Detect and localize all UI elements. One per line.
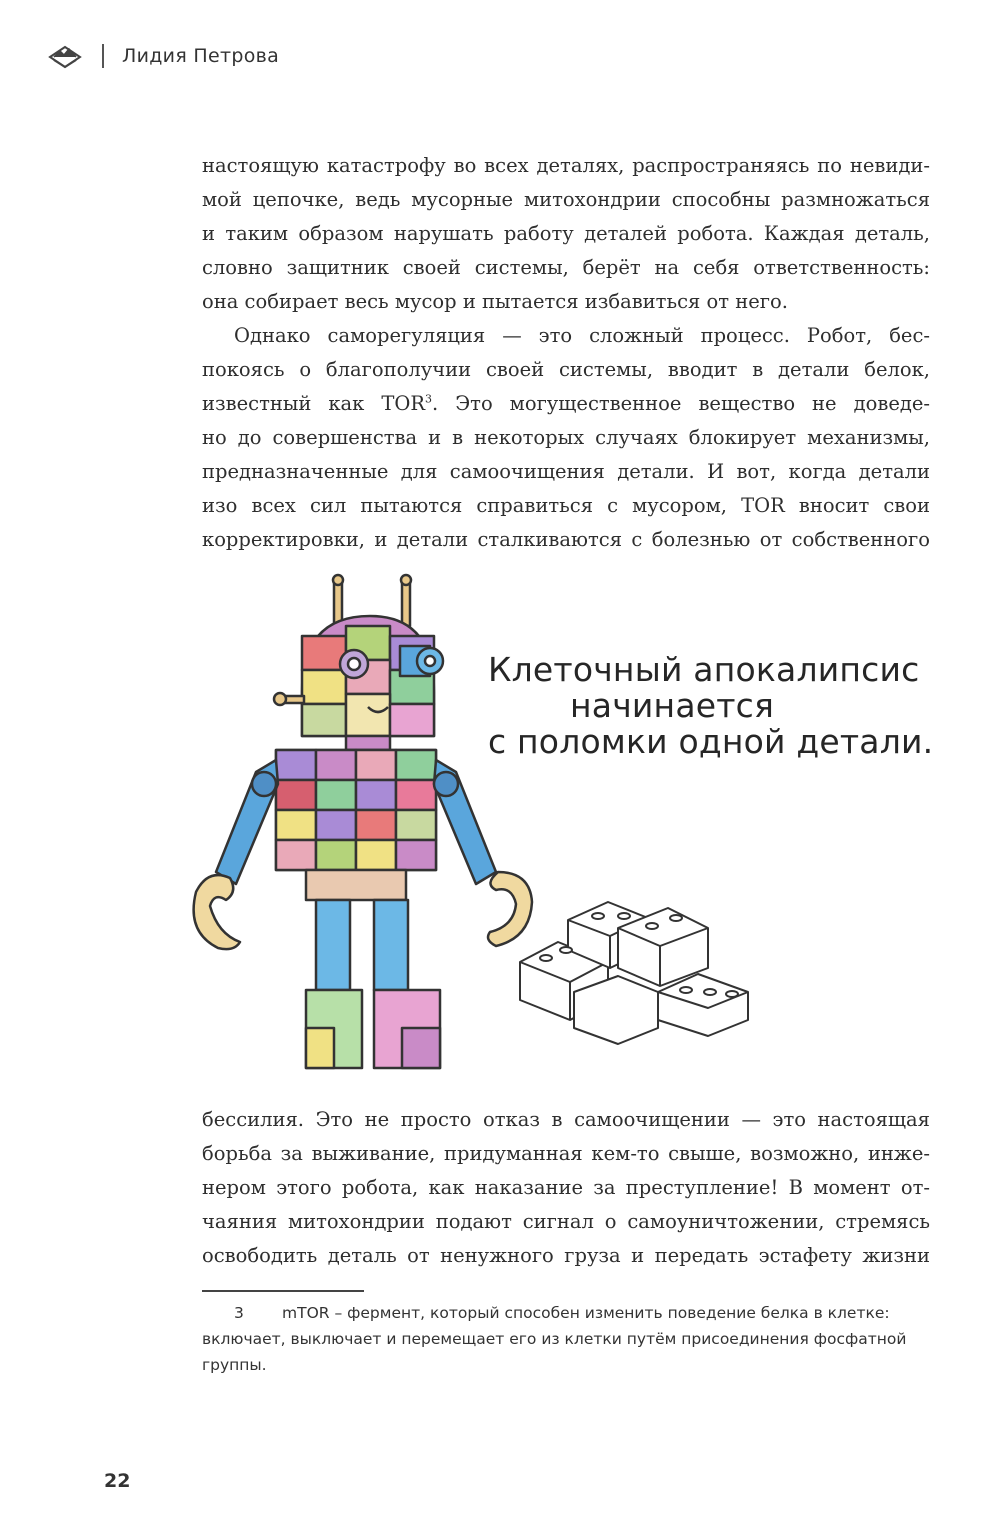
pull-quote bbox=[488, 652, 958, 760]
body-text-bottom bbox=[202, 1103, 930, 1273]
text-line: предназначенные для самоочищения детали. И вот, когда детали bbox=[202, 460, 930, 483]
footnote-text: mTOR – фермент, который способен изменить поведение белка в клетке: bbox=[282, 1304, 890, 1322]
lego-robot-illustration bbox=[178, 572, 758, 1082]
text-line: но до совершенства и в некоторых случаях блокирует механизмы, bbox=[202, 426, 930, 449]
footnote-line: включает, выключает и перемещает его из клетки путём присоединения фосфатной bbox=[202, 1330, 907, 1348]
text-line: нером этого робота, как наказание за преступление! В момент от- bbox=[202, 1176, 930, 1199]
footnote-marker: 3 bbox=[425, 392, 433, 406]
pull-quote-line: с поломки одной детали. bbox=[488, 722, 934, 761]
mountain-logo-icon bbox=[48, 39, 82, 73]
text-line: мой цепочке, ведь мусорные митохондрии способны размножаться bbox=[202, 188, 930, 211]
text-fragment: . Это могущественное вещество не доведе- bbox=[432, 392, 930, 415]
footnote-number: 3 bbox=[234, 1304, 244, 1322]
pull-quote-line: начинается bbox=[570, 686, 775, 725]
header-divider bbox=[102, 44, 104, 68]
pull-quote-line: Клеточный апокалипсис bbox=[488, 650, 920, 689]
text-fragment: известный как TOR bbox=[202, 392, 426, 415]
footnote-line bbox=[202, 1300, 930, 1326]
footnote-divider bbox=[202, 1290, 364, 1292]
text-line: Однако саморегуляция — это сложный процесс. Робот, бес- bbox=[234, 324, 930, 347]
text-line: настоящую катастрофу во всех деталях, распространяясь по невиди- bbox=[202, 154, 930, 177]
author-name: Лидия Петрова bbox=[122, 45, 280, 67]
text-line: борьба за выживание, придуманная кем-то свыше, возможно, инже- bbox=[202, 1142, 930, 1165]
text-line: и таким образом нарушать работу деталей робота. Каждая деталь, bbox=[202, 222, 930, 245]
footnote bbox=[202, 1300, 930, 1378]
running-header bbox=[48, 36, 279, 76]
text-line: корректировки, и детали сталкиваются с болезнью от собственного bbox=[202, 528, 930, 551]
text-line: освободить деталь от ненужного груза и передать эстафету жизни bbox=[202, 1244, 930, 1267]
footnote-line: группы. bbox=[202, 1356, 267, 1374]
text-line: покоясь о благополучии своей системы, вводит в детали белок, bbox=[202, 358, 930, 381]
text-line: бессилия. Это не просто отказ в самоочищении — это настоящая bbox=[202, 1108, 930, 1131]
text-line: она собирает весь мусор и пытается избавиться от него. bbox=[202, 290, 788, 313]
text-line: изо всех сил пытаются справиться с мусором, TOR вносит свои bbox=[202, 494, 930, 517]
body-text-top bbox=[202, 149, 930, 557]
page-number: 22 bbox=[104, 1470, 131, 1492]
lego-bricks-pile-illustration bbox=[520, 902, 748, 1044]
text-line-with-footnote bbox=[202, 387, 930, 421]
text-line: словно защитник своей системы, берёт на себя ответственность: bbox=[202, 256, 930, 279]
text-line: чаяния митохондрии подают сигнал о самоуничтожении, стремясь bbox=[202, 1210, 930, 1233]
